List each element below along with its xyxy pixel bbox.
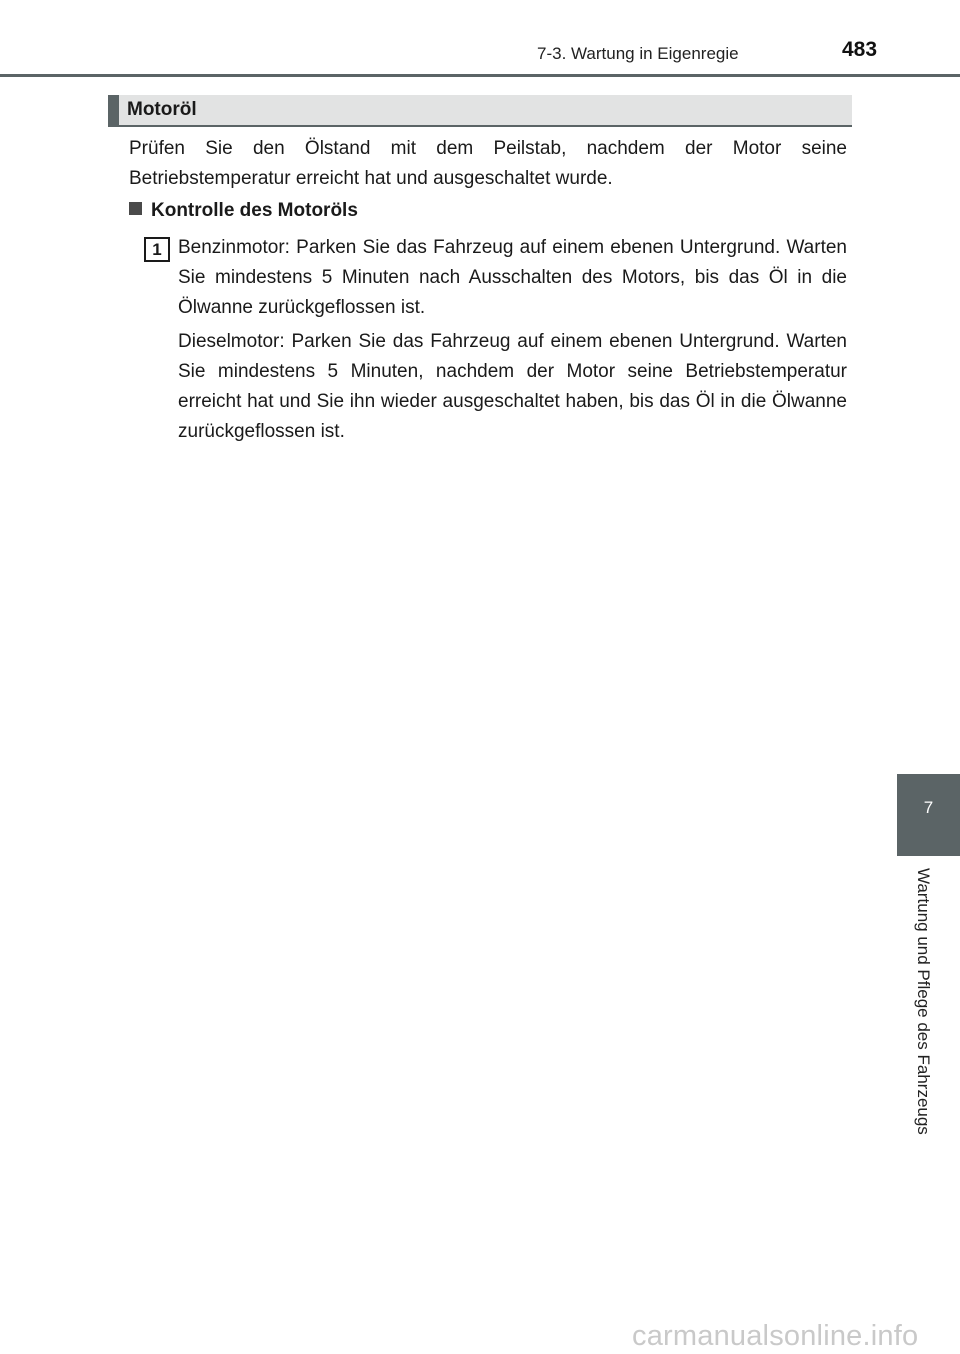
- watermark: carmanualsonline.info: [632, 1320, 919, 1352]
- section-title-bar: [108, 95, 852, 127]
- header-section-title: 7-3. Wartung in Eigenregie: [537, 44, 739, 63]
- step-petrol-paragraph: Benzinmotor: Parken Sie das Fahrzeug auf einem ebenen Untergrund. Warten Sie mindestens 5 Minuten nach Ausschalten des Motors, bis das Öl in die Ölwanne zurückgeflossen ist.: [178, 237, 847, 318]
- chapter-tab: [897, 774, 960, 856]
- section-title: Motoröl: [127, 99, 197, 120]
- section-bar-accent: [108, 95, 119, 127]
- page-number: 483: [842, 38, 878, 61]
- chapter-caption: Wartung und Pflege des Fahrzeugs: [914, 868, 933, 1135]
- square-bullet-icon: [129, 202, 142, 215]
- intro-paragraph: Prüfen Sie den Ölstand mit dem Peilstab, nachdem der Motor seine Betriebstemperatur erreicht hat und ausgeschaltet wurde.: [129, 138, 847, 189]
- subheading: [129, 200, 358, 222]
- step-number-box: 1: [144, 237, 170, 262]
- subheading-text: Kontrolle des Motoröls: [151, 200, 358, 221]
- chapter-tab-number: 7: [923, 798, 934, 817]
- header-rule: [0, 74, 960, 77]
- step-diesel-paragraph: Dieselmotor: Parken Sie das Fahrzeug auf einem ebenen Untergrund. Warten Sie mindestens 5 Minuten, nachdem der Motor seine Betriebstemperatur erreicht hat und Sie ihn wieder ausgeschaltet haben, bis das Öl in die Ölwanne zurückgeflossen ist.: [178, 331, 847, 442]
